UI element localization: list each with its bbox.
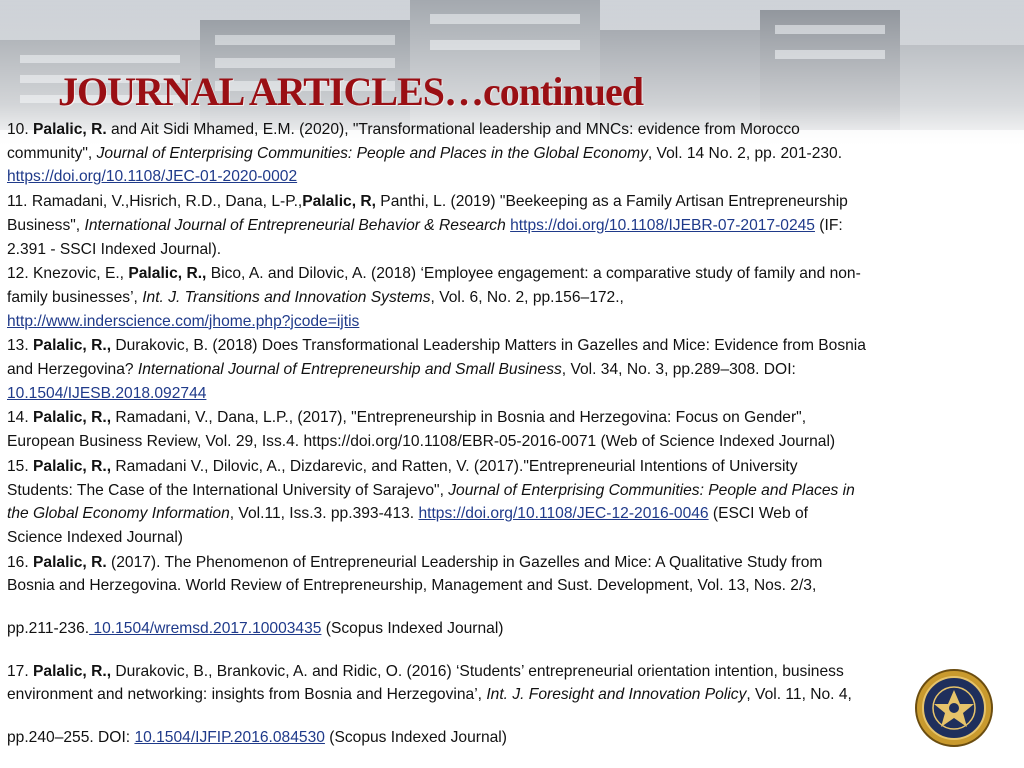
- author-highlight: Palalic, R.: [33, 553, 107, 571]
- entry-text: pp.240–255. DOI:: [7, 729, 135, 747]
- entry-text: Knezovic, E.,: [33, 265, 129, 283]
- entry-line: [7, 479, 1017, 503]
- journal-name: the Global Economy Information: [7, 505, 230, 523]
- entry-text: family businesses’,: [7, 288, 143, 306]
- entry-text: , Vol. 34, No. 3, pp.289–308. DOI:: [561, 361, 796, 379]
- entry-line: [7, 142, 1017, 166]
- entry-line: [7, 683, 1017, 707]
- entry-text: Durakovic, B. (2018) Does Transformational Leadership Matters in Gazelles and Mice: Evidence from Bosnia: [111, 337, 866, 355]
- entry-line: Bosnia and Herzegovina. World Review of Entrepreneurship, Management and Sust. Development, Vol. 13, Nos. 2/3,: [7, 577, 817, 595]
- entry-text: (2017). The Phenomenon of Entrepreneurial Leadership in Gazelles and Mice: A Qualitative Study from: [106, 553, 823, 571]
- entry-text: Business",: [7, 216, 85, 234]
- article-entry-12: [7, 262, 1017, 333]
- entry-text: , Vol. 6, No. 2, pp.156–172.,: [430, 288, 624, 306]
- entry-line: [7, 660, 1017, 684]
- entry-number: 16.: [7, 553, 34, 571]
- journal-name: Int. J. Foresight and Innovation Policy: [486, 686, 747, 704]
- entry-text: pp.211-236.: [7, 620, 90, 638]
- doi-link[interactable]: 10.1504/IJESB.2018.092744: [7, 384, 207, 402]
- seal-emblem-icon: [914, 668, 994, 748]
- entry-text: (IF:: [814, 216, 843, 234]
- entry-line: [7, 286, 1017, 310]
- entry-text: Panthi, L. (2019) "Beekeeping as a Family Artisan Entrepreneurship: [375, 193, 848, 211]
- article-entry-10: [7, 118, 1017, 189]
- doi-link[interactable]: https://doi.org/10.1108/JEC-01-2020-0002: [7, 168, 298, 186]
- entry-line: 2.391 - SSCI Indexed Journal).: [7, 240, 222, 258]
- entry-line: [7, 358, 1017, 382]
- entry-text: community",: [7, 144, 97, 162]
- author-highlight: Palalic, R.: [33, 121, 107, 138]
- entry-number: 10.: [7, 121, 34, 138]
- entry-text: (ESCI Web of: [708, 505, 808, 523]
- journal-link[interactable]: http://www.inderscience.com/jhome.php?jcode=ijtis: [7, 312, 360, 330]
- entry-line: [7, 334, 1017, 358]
- entry-number: 11.: [7, 193, 32, 211]
- journal-name: Int. J. Transitions and Innovation Systems: [142, 288, 431, 306]
- entry-line: [7, 617, 1017, 641]
- entry-number: 15.: [7, 457, 34, 475]
- doi-link[interactable]: 10.1504/wremsd.2017.10003435: [89, 620, 322, 638]
- entry-line: [7, 118, 1017, 142]
- author-highlight: Palalic, R.,: [128, 265, 207, 283]
- entry-line: [7, 406, 1017, 430]
- article-entry-14: [7, 406, 1017, 453]
- entry-number: 17.: [7, 662, 34, 680]
- author-highlight: Palalic, R.,: [33, 457, 112, 475]
- slide-title: JOURNAL ARTICLES…continued: [58, 69, 643, 114]
- entry-text: (Scopus Indexed Journal): [324, 729, 507, 747]
- article-entry-16: [7, 551, 1017, 641]
- entry-text: (Scopus Indexed Journal): [321, 620, 504, 638]
- entry-text: Ramadani, V.,Hisrich, R.D., Dana, L-P.,: [31, 193, 303, 211]
- entry-line: [7, 165, 1017, 189]
- entry-line: [7, 502, 1017, 526]
- doi-link[interactable]: https://doi.org/10.1108/IJEBR-07-2017-0245: [510, 216, 815, 234]
- entry-line: [7, 310, 1017, 334]
- entry-line: [7, 262, 1017, 286]
- entry-text: Ramadani, V., Dana, L.P., (2017), "Entrepreneurship in Bosnia and Herzegovina: Focus on Gender",: [111, 409, 807, 427]
- entry-line: [7, 382, 1017, 406]
- entry-text: and Herzegovina?: [7, 361, 138, 379]
- entry-text: Ramadani V., Dilovic, A., Dizdarevic, and Ratten, V. (2017)."Entrepreneurial Intentions of University: [111, 457, 798, 475]
- entry-number: 12.: [7, 265, 34, 283]
- entry-number: 13.: [7, 337, 34, 355]
- journal-name: International Journal of Entrepreneurial Behavior & Research: [84, 216, 506, 234]
- author-highlight: Palalic, R,: [302, 193, 376, 211]
- journal-name: Journal of Enterprising Communities: People and Places in the Global Economy: [96, 144, 648, 162]
- author-highlight: Palalic, R.,: [33, 337, 112, 355]
- entry-text: environment and networking: insights from Bosnia and Herzegovina’,: [7, 686, 487, 704]
- doi-link[interactable]: 10.1504/IJFIP.2016.084530: [134, 729, 325, 747]
- author-highlight: Palalic, R.,: [33, 662, 112, 680]
- entry-line: European Business Review, Vol. 29, Iss.4. https://doi.org/10.1108/EBR-05-2016-0071 (Web of Science Indexed Journal): [7, 433, 836, 451]
- author-highlight: Palalic, R.,: [33, 409, 112, 427]
- journal-name: International Journal of Entrepreneurship and Small Business: [137, 361, 562, 379]
- article-entry-17: [7, 660, 1017, 750]
- entry-text: and Ait Sidi Mhamed, E.M. (2020), "Transformational leadership and MNCs: evidence from Morocco: [106, 121, 800, 138]
- entry-text: , Vol. 11, No. 4,: [746, 686, 852, 704]
- entry-line: [7, 726, 1017, 750]
- entry-text: , Vol.11, Iss.3. pp.393-413.: [229, 505, 419, 523]
- entry-line: [7, 455, 1017, 479]
- article-entry-11: [7, 190, 1017, 261]
- article-entry-15: [7, 455, 1017, 550]
- entry-line: [7, 551, 1017, 575]
- entry-text: Bico, A. and Dilovic, A. (2018) ‘Employee engagement: a comparative study of family and non-: [206, 265, 861, 283]
- entry-number: 14.: [7, 409, 34, 427]
- entry-text: Students: The Case of the International University of Sarajevo",: [7, 481, 449, 499]
- journal-name: Journal of Enterprising Communities: People and Places in: [448, 481, 855, 499]
- entry-text: , Vol. 14 No. 2, pp. 201-230.: [647, 144, 843, 162]
- entry-line: [7, 214, 1017, 238]
- entry-line: [7, 190, 1017, 214]
- entry-text: Durakovic, B., Brankovic, A. and Ridic, O. (2016) ‘Students’ entrepreneurial orientation intention, business: [111, 662, 844, 680]
- university-seal-logo: [914, 668, 994, 748]
- entry-line: Science Indexed Journal): [7, 528, 183, 546]
- doi-link[interactable]: https://doi.org/10.1108/JEC-12-2016-0046: [418, 505, 709, 523]
- article-list: [7, 118, 1017, 750]
- article-entry-13: [7, 334, 1017, 405]
